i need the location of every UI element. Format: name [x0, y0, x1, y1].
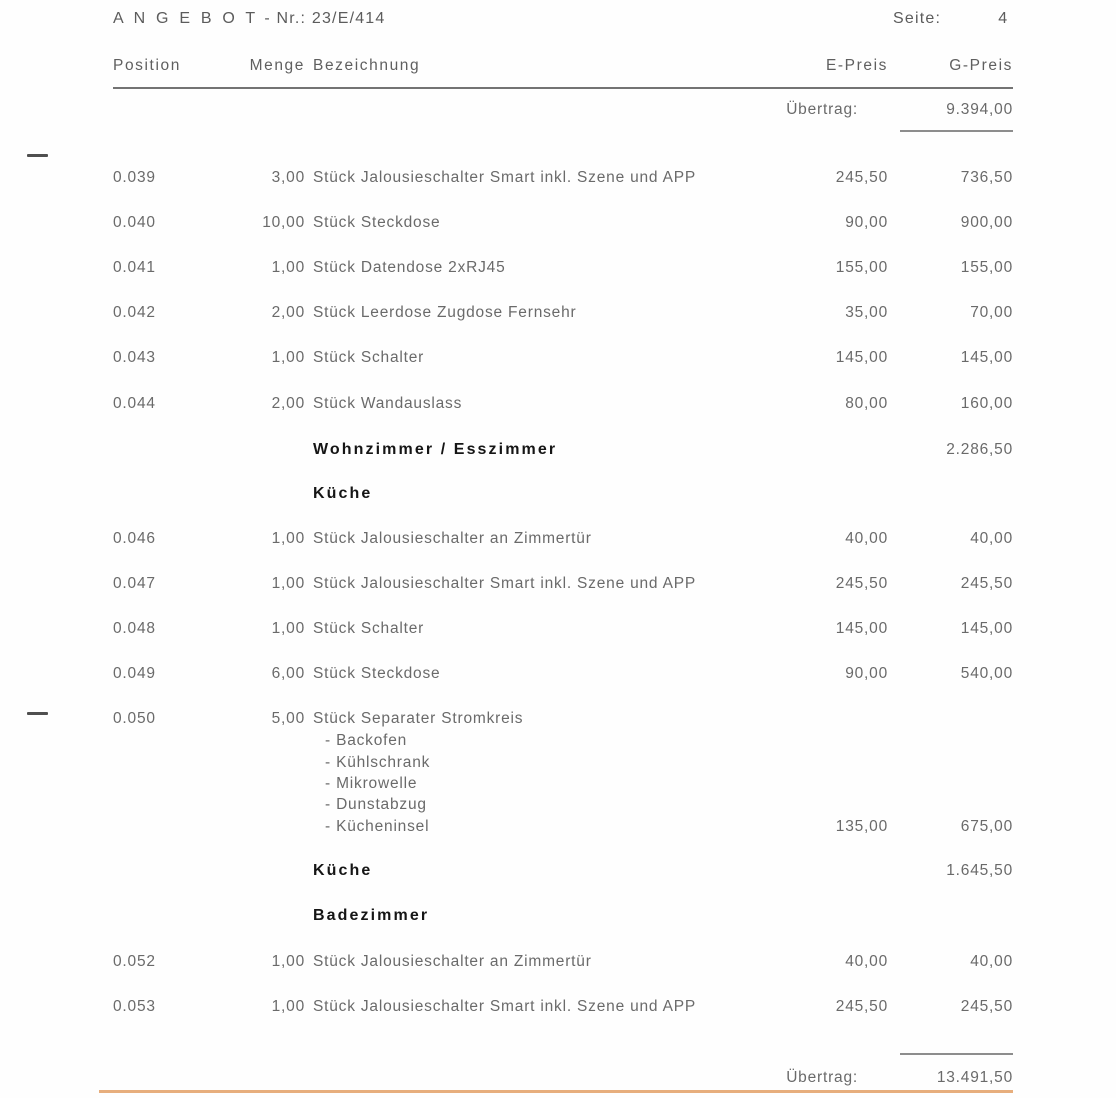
cell-position: 0.040	[113, 214, 156, 231]
title-number: - Nr.: 23/E/414	[264, 10, 386, 27]
carry-forward-top-row	[0, 99, 1116, 121]
cell-bezeichnung: Stück Schalter	[313, 620, 425, 637]
cell-e-preis: 145,00	[835, 349, 888, 366]
cell-position: 0.041	[113, 259, 156, 276]
table-row	[0, 996, 1116, 1018]
section-label: Wohnzimmer / Esszimmer	[313, 441, 558, 458]
cell-g-preis: 145,00	[960, 349, 1013, 366]
sub-item-text: - Kücheninsel	[325, 818, 430, 835]
cell-g-preis: 145,00	[960, 620, 1013, 637]
sub-item-row	[0, 752, 1116, 774]
cell-position: 0.052	[113, 953, 156, 970]
sub-item-row	[0, 794, 1116, 816]
cell-menge: 1,00	[271, 953, 305, 970]
cell-g-preis: 245,50	[960, 998, 1013, 1015]
cell-bezeichnung: Stück Separater Stromkreis	[313, 710, 524, 727]
column-header-g-preis: G-Preis	[949, 57, 1013, 74]
carry-forward-amount: 13.491,50	[936, 1069, 1013, 1086]
cell-e-preis: 80,00	[845, 395, 888, 412]
section-total-row	[0, 860, 1116, 882]
cell-e-preis: 155,00	[835, 259, 888, 276]
sub-item-text: - Backofen	[325, 732, 408, 749]
cell-g-preis: 675,00	[960, 818, 1013, 835]
cell-bezeichnung: Stück Jalousieschalter Smart inkl. Szene und APP	[313, 169, 697, 186]
section-label: Badezimmer	[313, 907, 430, 924]
section-total-row	[0, 439, 1116, 461]
carry-forward-top-underline	[900, 130, 1013, 132]
cell-menge: 5,00	[271, 710, 305, 727]
table-row	[0, 167, 1116, 189]
cell-position: 0.046	[113, 530, 156, 547]
cell-bezeichnung: Stück Jalousieschalter Smart inkl. Szene und APP	[313, 998, 697, 1015]
sub-item-text: - Kühlschrank	[325, 754, 431, 771]
section-header-row	[0, 905, 1116, 927]
cell-position: 0.048	[113, 620, 156, 637]
cell-e-preis: 40,00	[845, 953, 888, 970]
cell-bezeichnung: Stück Jalousieschalter an Zimmertür	[313, 530, 592, 547]
cell-e-preis: 145,00	[835, 620, 888, 637]
page-label: Seite:	[893, 10, 942, 27]
carry-forward-amount: 9.394,00	[946, 101, 1013, 118]
carry-forward-label: Übertrag:	[786, 1069, 858, 1086]
cell-g-preis: 245,50	[960, 575, 1013, 592]
table-row	[0, 663, 1116, 685]
cell-bezeichnung: Stück Wandauslass	[313, 395, 463, 412]
cell-e-preis: 35,00	[845, 304, 888, 321]
sub-item-text: - Mikrowelle	[325, 775, 418, 792]
cell-e-preis: 245,50	[835, 998, 888, 1015]
sub-item-row	[0, 730, 1116, 752]
cell-g-preis: 40,00	[970, 953, 1013, 970]
page-number: 4	[998, 10, 1008, 27]
cell-g-preis: 40,00	[970, 530, 1013, 547]
document-header	[0, 8, 1116, 30]
table-row	[0, 393, 1116, 415]
table-row	[0, 347, 1116, 369]
cell-menge: 1,00	[271, 259, 305, 276]
column-header-bezeichnung: Bezeichnung	[313, 57, 421, 74]
cell-bezeichnung: Stück Leerdose Zugdose Fernsehr	[313, 304, 577, 321]
cell-menge: 2,00	[271, 304, 305, 321]
cell-e-preis: 90,00	[845, 214, 888, 231]
cell-bezeichnung: Stück Steckdose	[313, 214, 441, 231]
sub-item-row	[0, 816, 1116, 838]
carry-forward-label: Übertrag:	[786, 101, 858, 118]
cell-menge: 1,00	[271, 998, 305, 1015]
section-label: Küche	[313, 485, 373, 502]
cell-menge: 1,00	[271, 575, 305, 592]
cell-g-preis: 160,00	[960, 395, 1013, 412]
cell-menge: 2,00	[271, 395, 305, 412]
cell-position: 0.050	[113, 710, 156, 727]
table-row	[0, 573, 1116, 595]
section-total-amount: 2.286,50	[946, 441, 1013, 458]
document-title	[113, 8, 713, 30]
sub-item-row	[0, 773, 1116, 795]
table-row	[0, 257, 1116, 279]
cell-g-preis: 540,00	[960, 665, 1013, 682]
table-row	[0, 302, 1116, 324]
cell-bezeichnung: Stück Schalter	[313, 349, 425, 366]
cell-position: 0.042	[113, 304, 156, 321]
title-angebot: A N G E B O T	[113, 10, 259, 27]
table-row	[0, 708, 1116, 730]
column-header-e-preis: E-Preis	[825, 57, 888, 74]
table-column-headers	[0, 55, 1116, 77]
section-header-row	[0, 483, 1116, 505]
cell-menge: 3,00	[271, 169, 305, 186]
section-total-amount: 1.645,50	[946, 862, 1013, 879]
carry-forward-bottom-row	[0, 1067, 1116, 1089]
cell-bezeichnung: Stück Steckdose	[313, 665, 441, 682]
cell-menge: 1,00	[271, 620, 305, 637]
cell-menge: 1,00	[271, 349, 305, 366]
table-row	[0, 528, 1116, 550]
fold-mark-top	[27, 154, 48, 157]
cell-e-preis: 135,00	[835, 818, 888, 835]
cell-bezeichnung: Stück Datendose 2xRJ45	[313, 259, 506, 276]
cell-e-preis: 245,50	[835, 575, 888, 592]
cell-e-preis: 245,50	[835, 169, 888, 186]
cell-bezeichnung: Stück Jalousieschalter an Zimmertür	[313, 953, 592, 970]
cell-position: 0.047	[113, 575, 156, 592]
footer-accent-line	[99, 1090, 1013, 1093]
cell-position: 0.049	[113, 665, 156, 682]
section-label: Küche	[313, 862, 373, 879]
cell-g-preis: 70,00	[970, 304, 1013, 321]
cell-g-preis: 736,50	[960, 169, 1013, 186]
cell-menge: 6,00	[271, 665, 305, 682]
cell-position: 0.043	[113, 349, 156, 366]
header-divider-rule	[113, 87, 1013, 89]
cell-menge: 1,00	[271, 530, 305, 547]
table-row	[0, 951, 1116, 973]
cell-bezeichnung: Stück Jalousieschalter Smart inkl. Szene und APP	[313, 575, 697, 592]
cell-e-preis: 90,00	[845, 665, 888, 682]
cell-position: 0.053	[113, 998, 156, 1015]
table-row	[0, 212, 1116, 234]
sub-item-text: - Dunstabzug	[325, 796, 427, 813]
column-header-position: Position	[113, 57, 181, 74]
cell-position: 0.039	[113, 169, 156, 186]
cell-g-preis: 155,00	[960, 259, 1013, 276]
cell-g-preis: 900,00	[960, 214, 1013, 231]
cell-position: 0.044	[113, 395, 156, 412]
cell-menge: 10,00	[262, 214, 305, 231]
carry-forward-bottom-overline	[900, 1053, 1013, 1055]
cell-e-preis: 40,00	[845, 530, 888, 547]
column-header-menge: Menge	[249, 57, 305, 74]
table-row	[0, 618, 1116, 640]
